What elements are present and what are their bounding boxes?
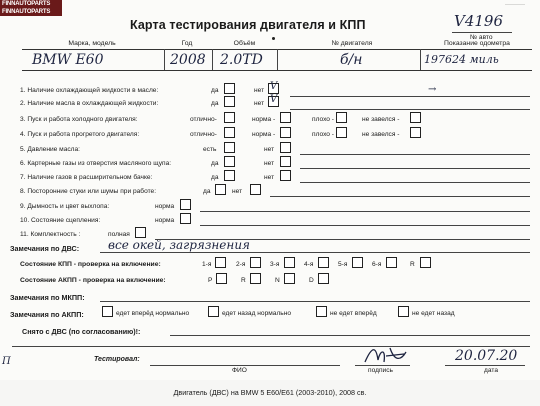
item-label: Картерные газы из отверстия масляного щупа: [27, 160, 172, 167]
odometer-value: 197624 миль [424, 53, 499, 66]
divider [420, 49, 421, 70]
gear-6-checkbox[interactable] [386, 257, 397, 268]
checkbox-yes[interactable] [215, 184, 226, 195]
opt-no-start: не завелся - [362, 116, 400, 123]
divider [277, 49, 278, 70]
opt-yes: есть [203, 146, 217, 153]
volume-value: 2.0TD [220, 52, 263, 68]
checkbox-normal[interactable] [280, 127, 291, 138]
separator [12, 346, 530, 347]
underline [100, 252, 530, 253]
item-label: Наличие охлаждающей жидкости в масле: [27, 87, 159, 94]
remarks-engine-label: Замечания по ДВС: [10, 244, 80, 253]
kpp-label: Состояние КПП - проверка на включение: [20, 261, 161, 268]
checkbox-yes[interactable] [224, 156, 235, 167]
checkbox-norm[interactable] [180, 213, 191, 224]
header-values-row [22, 50, 532, 71]
gear-1-checkbox[interactable] [215, 257, 226, 268]
underline [290, 109, 530, 110]
underline [290, 96, 530, 97]
underline [300, 182, 530, 183]
underline [200, 225, 530, 226]
item-label: Наличие газов в расширительном бачке: [27, 174, 153, 181]
akpp-no-forward-checkbox[interactable] [316, 306, 327, 317]
date-label: дата [484, 367, 498, 374]
car-number-box [452, 12, 512, 33]
gear-4-checkbox[interactable] [318, 257, 329, 268]
item-label: Пуск и работа прогретого двигателя: [27, 131, 140, 138]
opt-no: нет [232, 188, 243, 195]
checkbox-no-start[interactable] [410, 127, 421, 138]
remarks-akpp-label: Замечания по АКПП: [10, 310, 84, 319]
gear-r-checkbox[interactable] [420, 257, 431, 268]
engine-no-value: б/н [340, 52, 363, 68]
gear-2-checkbox[interactable] [250, 257, 261, 268]
checkbox-norm[interactable] [180, 199, 191, 210]
item-7 [20, 174, 152, 181]
item-num: 10. [20, 217, 30, 224]
checkbox-normal[interactable] [280, 112, 291, 123]
gear-2-label: 2-я [236, 261, 246, 268]
checkbox-no[interactable] [250, 184, 261, 195]
opt-bad: плохо - [312, 131, 335, 138]
item-label: Состояние сцепления: [31, 217, 101, 224]
corner-small-text: ————— [505, 1, 525, 6]
col-volume: Объём [233, 40, 256, 47]
checkbox-excellent[interactable] [224, 112, 235, 123]
item-label: Комплектность : [30, 231, 81, 238]
item-num: 3. [20, 116, 26, 123]
gear-p-label: P [208, 277, 213, 284]
tested-label: Тестировал: [94, 356, 140, 363]
removed-label: Снято с ДВС (по согласованию)!: [22, 327, 141, 336]
date-hand: 20.07.20 [455, 348, 518, 364]
arrow-mark: → [428, 84, 437, 95]
col-engine-no: № двигателя [331, 40, 373, 47]
gear-5-label: 5-я [338, 261, 348, 268]
gear-1-label: 1-я [202, 261, 212, 268]
item-9 [20, 203, 109, 210]
item-label: Наличие масла в охлаждающей жидкости: [27, 100, 159, 107]
underline [300, 168, 530, 169]
akpp-label: Состояние АКПП - проверка на включение: [20, 277, 166, 284]
remarks-mkpp-label: Замечания по МКПП: [10, 293, 85, 302]
sign-line [355, 365, 410, 366]
check-mark: V [270, 81, 278, 92]
col-year: Год [181, 40, 193, 47]
logo-text-1: FINNAUTOPARTS [2, 1, 51, 7]
checkbox-yes[interactable] [224, 170, 235, 181]
item-label: Дымность и цвет выхлопа: [27, 203, 110, 210]
opt-norm: норма [155, 203, 175, 210]
item-6 [20, 160, 171, 167]
opt-norm: норма [155, 217, 175, 224]
opt-no-start: не завелся - [362, 131, 400, 138]
item-2 [20, 100, 158, 107]
page-caption: Двигатель (ДВС) на BMW 5 E60/E61 (2003-2010), 2008 св. [0, 380, 540, 400]
underline [200, 211, 530, 212]
checkbox-full[interactable] [135, 227, 146, 238]
item-num: 6. [20, 160, 26, 167]
model-value: BMW E60 [32, 52, 104, 68]
item-8 [20, 188, 156, 195]
year-value: 2008 [170, 52, 206, 68]
underline [170, 335, 530, 336]
opt-excellent: отлично- [190, 116, 217, 123]
opt-no: нет [264, 160, 275, 167]
logo-text-2: FINNAUTOPARTS [2, 9, 51, 15]
checkbox-yes[interactable] [224, 96, 235, 107]
akpp-back-ok-label: едет назад нормально [222, 310, 292, 317]
akpp-no-back-label: не едет назад [412, 310, 455, 317]
opt-yes: да [203, 188, 211, 195]
check-mark: V [270, 94, 278, 105]
sign-label: подпись [368, 367, 393, 374]
checkbox-no[interactable] [268, 83, 279, 94]
item-num: 2. [20, 100, 26, 107]
gear-3-checkbox[interactable] [284, 257, 295, 268]
checkbox-yes[interactable] [224, 142, 235, 153]
gear-r-checkbox[interactable] [250, 273, 261, 284]
col-model: Марка, модель [68, 40, 116, 47]
gear-n-label: N [275, 277, 280, 284]
item-label: Посторонние стуки или шумы при работе: [27, 188, 157, 195]
item-5 [20, 146, 80, 153]
fio-label: ФИО [232, 367, 247, 374]
checkbox-no[interactable] [280, 142, 291, 153]
item-4 [20, 131, 139, 138]
gear-d-checkbox[interactable] [318, 273, 329, 284]
underline [100, 301, 530, 302]
item-11 [20, 231, 80, 238]
col-odometer: Показание одометра [444, 40, 510, 47]
checkbox-bad[interactable] [336, 112, 347, 123]
date-line [445, 365, 525, 366]
item-3 [20, 116, 137, 123]
gear-p-checkbox[interactable] [216, 273, 227, 284]
car-number-label: № авто [470, 34, 493, 41]
gear-d-label: D [309, 277, 314, 284]
checkbox-yes[interactable] [224, 83, 235, 94]
opt-full: полная [108, 231, 130, 238]
fio-line [150, 365, 340, 366]
opt-normal: норма - [252, 116, 276, 123]
opt-no: нет [264, 146, 275, 153]
gear-4-label: 4-я [304, 261, 314, 268]
underline [300, 154, 530, 155]
opt-excellent: отлично- [190, 131, 217, 138]
checkbox-bad[interactable] [336, 127, 347, 138]
item-num: 9. [20, 203, 26, 210]
item-1 [20, 87, 158, 94]
checkbox-no[interactable] [268, 96, 279, 107]
remarks-engine-hand: все окей, загрязнения [108, 238, 250, 252]
opt-no: нет [264, 174, 275, 181]
gear-n-checkbox[interactable] [284, 273, 295, 284]
akpp-back-ok-checkbox[interactable] [208, 306, 219, 317]
left-mark: П [2, 356, 11, 367]
gear-3-label: 3-я [270, 261, 280, 268]
gear-r-label: R [241, 277, 246, 284]
gear-r-label: R [410, 261, 415, 268]
opt-normal: норма - [252, 131, 276, 138]
card-title: Карта тестирования двигателя и КПП [130, 18, 366, 32]
checkbox-no[interactable] [280, 156, 291, 167]
item-label: Давление масла: [27, 146, 81, 153]
akpp-no-back-checkbox[interactable] [398, 306, 409, 317]
item-num: 11. [20, 231, 29, 238]
item-label: Пуск и работа холодного двигателя: [27, 116, 138, 123]
akpp-forward-ok-checkbox[interactable] [102, 306, 113, 317]
item-num: 7. [20, 174, 26, 181]
underline [270, 196, 530, 197]
opt-yes: да [211, 100, 219, 107]
opt-no: нет [254, 100, 265, 107]
divider [164, 49, 165, 70]
opt-bad: плохо - [312, 116, 335, 123]
checkbox-no-start[interactable] [410, 112, 421, 123]
checkbox-excellent[interactable] [224, 127, 235, 138]
gear-5-checkbox[interactable] [352, 257, 363, 268]
item-10 [20, 217, 100, 224]
opt-yes: да [211, 87, 219, 94]
gear-6-label: 6-я [372, 261, 382, 268]
item-num: 4. [20, 131, 26, 138]
watermark-logo [0, 0, 62, 16]
akpp-forward-ok-label: едет вперёд нормально [116, 310, 190, 317]
opt-yes: да [211, 160, 219, 167]
opt-yes: да [211, 174, 219, 181]
item-num: 5. [20, 146, 26, 153]
akpp-no-forward-label: не едет вперёд [330, 310, 377, 317]
item-num: 1. [20, 87, 26, 94]
item-num: 8. [20, 188, 26, 195]
checkbox-no[interactable] [280, 170, 291, 181]
car-number-hand: V4196 [454, 12, 504, 30]
divider [212, 49, 213, 70]
opt-no: нет [254, 87, 265, 94]
